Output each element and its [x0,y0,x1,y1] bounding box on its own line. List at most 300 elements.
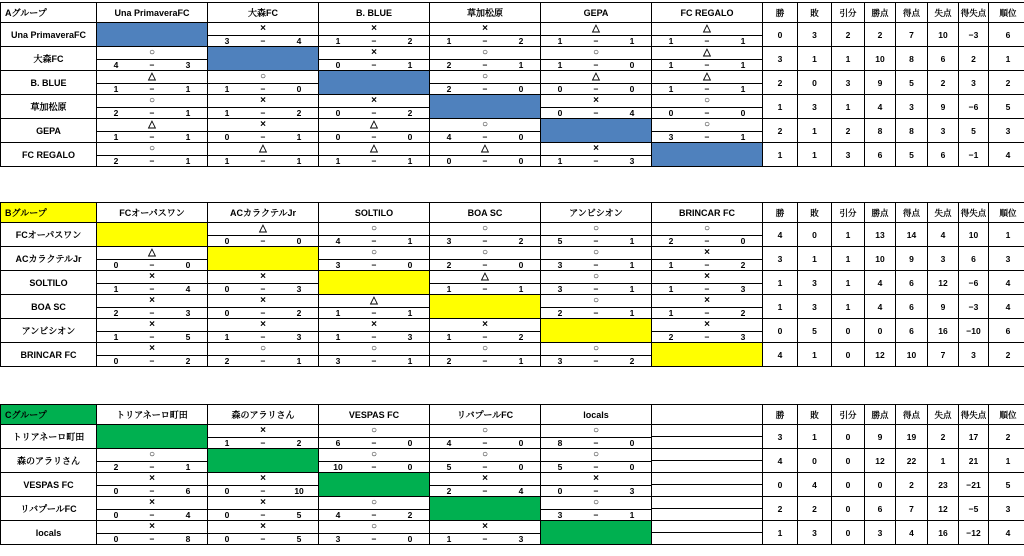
result-mark: △ [370,119,378,130]
score-for: 1 [668,308,674,318]
score-line [208,437,318,448]
standings-row [1,473,1024,497]
match-result-cell [208,295,319,319]
score-line [208,355,318,366]
match-result-cell [208,473,319,497]
score-separator: − [371,510,377,520]
result-mark: △ [703,71,711,82]
score-line [652,283,762,294]
stat-value: 0 [832,319,865,343]
self-match-cell [430,295,541,319]
stat-column-header: 順位 [989,3,1024,23]
score-against: 5 [296,534,302,544]
score-line [652,259,762,270]
match-result-cell [208,223,319,247]
score-against: 1 [518,284,524,294]
team-column-header: FC REGALO [652,3,763,23]
stat-value: 2 [763,71,798,95]
score-against: 1 [185,132,191,142]
stat-value: −12 [959,521,989,545]
stat-value: −5 [959,497,989,521]
score-against: 1 [740,132,746,142]
stat-value: 12 [865,449,896,473]
stat-value: 4 [896,521,928,545]
score-for: 1 [224,84,230,94]
stat-value: 5 [959,119,989,143]
score-line [208,307,318,318]
result-mark: ○ [370,223,378,234]
score-separator: − [593,308,599,318]
standings-row [1,449,1024,473]
result-mark: × [704,247,710,258]
stat-value: 2 [832,23,865,47]
score-against: 2 [518,236,524,246]
result-mark: × [260,119,266,130]
score-for: 0 [224,486,230,496]
stat-value: 2 [798,497,832,521]
score-for [652,533,690,544]
self-match-cell [97,425,208,449]
score-line [652,532,762,544]
match-result-cell [652,271,763,295]
score-line [97,131,207,142]
match-result-cell [541,71,652,95]
group-table [0,2,1024,167]
score-against: 1 [629,284,635,294]
score-separator: − [704,60,710,70]
score-separator: − [260,534,266,544]
score-line [319,155,429,166]
stat-column-header: 勝点 [865,3,896,23]
score-line [652,460,762,472]
stat-value: 16 [928,521,959,545]
score-line [652,436,762,448]
match-result-cell [652,47,763,71]
stat-value: 1 [798,425,832,449]
score-separator: − [260,308,266,318]
score-for: 2 [446,356,452,366]
stat-value: 2 [928,425,959,449]
match-result-cell [97,247,208,271]
score-against: 1 [296,132,302,142]
score-for: 4 [446,132,452,142]
match-result-cell [541,223,652,247]
result-mark: ○ [370,497,378,508]
score-line [97,155,207,166]
result-mark [652,425,762,436]
score-for: 0 [557,84,563,94]
team-column-header: 草加松原 [430,3,541,23]
score-line [319,59,429,70]
group-table [0,404,1024,545]
score-for: 2 [224,356,230,366]
stat-value: 10 [896,343,928,367]
result-mark: × [149,271,155,282]
score-against: 3 [185,308,191,318]
score-separator: − [260,108,266,118]
score-against: 6 [185,486,191,496]
score-separator: − [482,332,488,342]
score-line [430,35,540,46]
score-separator: − [260,84,266,94]
match-result-cell [430,119,541,143]
score-for: 1 [668,284,674,294]
score-line [541,83,651,94]
score-against: 2 [518,36,524,46]
result-mark: ○ [592,449,600,460]
result-mark: ○ [481,223,489,234]
stat-value: 6 [928,143,959,167]
score-against [724,533,762,544]
score-separator: − [371,236,377,246]
stat-value: 4 [798,473,832,497]
score-line [430,259,540,270]
result-mark: △ [148,119,156,130]
score-line [430,131,540,142]
team-column-header: BRINCAR FC [652,203,763,223]
score-line [652,131,762,142]
stat-column-header: 失点 [928,405,959,425]
stat-value: 3 [989,497,1024,521]
score-for: 0 [335,60,341,70]
stat-value: 4 [763,223,798,247]
score-against: 2 [740,260,746,270]
score-against: 2 [518,332,524,342]
row-team-name: GEPA [1,119,97,143]
score-for: 2 [446,84,452,94]
score-line [319,259,429,270]
result-mark: ○ [481,425,489,436]
stat-value: 0 [798,223,832,247]
score-for: 0 [446,156,452,166]
score-line [541,59,651,70]
score-for: 1 [224,438,230,448]
group-name: Cグループ [1,405,97,425]
score-separator [690,461,724,472]
stat-value: 8 [865,119,896,143]
score-against: 0 [629,60,635,70]
score-separator: − [593,236,599,246]
match-result-cell [208,119,319,143]
stat-value: 0 [763,23,798,47]
score-against: 0 [296,84,302,94]
stat-column-header: 勝点 [865,405,896,425]
score-separator: − [593,462,599,472]
match-result-cell [541,95,652,119]
stat-value: 0 [865,473,896,497]
match-result-cell [97,143,208,167]
result-mark: ○ [481,71,489,82]
score-against: 1 [185,84,191,94]
score-separator: − [371,108,377,118]
score-for: 1 [224,108,230,118]
score-separator: − [149,284,155,294]
match-result-cell [541,271,652,295]
stat-value: 6 [865,143,896,167]
match-result-cell [97,119,208,143]
stat-value: 1 [798,343,832,367]
row-team-name: ACカラクテルJr [1,247,97,271]
match-result-cell [430,23,541,47]
score-for: 3 [557,284,563,294]
score-separator: − [260,332,266,342]
stat-value: 3 [928,119,959,143]
score-for: 2 [668,332,674,342]
score-for: 0 [335,108,341,118]
result-mark: ○ [259,343,267,354]
score-for: 5 [557,462,563,472]
stat-value: 1 [832,223,865,247]
score-for: 1 [113,84,119,94]
result-mark: × [482,521,488,532]
score-line [208,485,318,496]
result-mark: × [593,143,599,154]
match-result-cell [541,449,652,473]
stat-value: 16 [928,319,959,343]
score-for: 0 [113,260,119,270]
match-result-cell [97,47,208,71]
score-line [430,283,540,294]
score-line [97,307,207,318]
result-mark: × [260,425,266,436]
self-match-cell [208,247,319,271]
stat-value: 1 [928,449,959,473]
stat-value: 9 [865,71,896,95]
stat-value: 1 [763,95,798,119]
score-separator: − [149,510,155,520]
stat-value: 4 [989,271,1024,295]
stat-value: 7 [896,23,928,47]
score-separator [690,437,724,448]
score-line [652,83,762,94]
self-match-cell [97,223,208,247]
stat-value: 2 [865,23,896,47]
score-for: 1 [113,284,119,294]
stat-value: 6 [865,497,896,521]
score-against: 0 [407,534,413,544]
standings-row [1,343,1024,367]
score-separator: − [260,236,266,246]
stat-value: −3 [959,23,989,47]
stat-value: 0 [763,473,798,497]
team-column-header [652,405,763,425]
stat-value: 1 [832,271,865,295]
stat-value: 1 [763,295,798,319]
self-match-cell [652,143,763,167]
score-separator: − [704,108,710,118]
stat-value: 3 [989,247,1024,271]
score-line [652,59,762,70]
score-against: 0 [629,84,635,94]
match-result-cell [652,449,763,473]
score-for: 2 [446,260,452,270]
score-against: 0 [518,156,524,166]
self-match-cell [430,95,541,119]
score-line [208,107,318,118]
score-for: 0 [557,486,563,496]
score-for: 2 [113,462,119,472]
stat-value: 6 [896,319,928,343]
score-line [319,107,429,118]
match-result-cell [97,71,208,95]
score-separator: − [260,156,266,166]
score-against: 1 [740,36,746,46]
stat-value: 4 [865,271,896,295]
score-separator: − [482,60,488,70]
score-separator: − [149,132,155,142]
result-mark: △ [259,223,267,234]
stat-value: 3 [798,95,832,119]
result-mark: ○ [703,119,711,130]
score-against: 1 [407,60,413,70]
score-against: 3 [185,60,191,70]
team-column-header: Una PrimaveraFC [97,3,208,23]
stat-value: −3 [959,295,989,319]
result-mark: ○ [370,449,378,460]
score-line [541,283,651,294]
result-mark [652,521,762,532]
score-for: 3 [557,356,563,366]
score-for: 1 [668,84,674,94]
score-against: 3 [296,332,302,342]
stat-value: −6 [959,271,989,295]
match-result-cell [541,343,652,367]
score-separator: − [149,84,155,94]
score-separator: − [482,462,488,472]
team-column-header: 大森FC [208,3,319,23]
score-line [319,509,429,520]
score-for: 1 [446,332,452,342]
score-for: 0 [224,308,230,318]
match-result-cell [652,119,763,143]
stat-value: 4 [865,295,896,319]
result-mark: ○ [370,425,378,436]
score-line [652,235,762,246]
stat-value: 5 [798,319,832,343]
match-result-cell [430,71,541,95]
score-line [652,307,762,318]
standings-row [1,521,1024,545]
result-mark: × [149,343,155,354]
score-for: 1 [557,156,563,166]
team-column-header: アンビシオン [541,203,652,223]
score-line [208,331,318,342]
score-line [97,259,207,270]
stat-value: 2 [832,119,865,143]
stat-value: 9 [928,295,959,319]
match-result-cell [319,223,430,247]
stat-value: 2 [896,473,928,497]
stat-column-header: 勝点 [865,203,896,223]
stat-column-header: 敗 [798,405,832,425]
result-mark: × [482,23,488,34]
score-for: 2 [668,236,674,246]
score-against: 0 [296,236,302,246]
score-for: 1 [557,36,563,46]
score-for: 1 [557,60,563,70]
score-separator: − [482,486,488,496]
match-result-cell [430,425,541,449]
score-against: 2 [296,308,302,318]
result-mark: ○ [592,497,600,508]
result-mark: ○ [148,95,156,106]
score-separator: − [371,156,377,166]
score-against: 1 [629,236,635,246]
result-mark: ○ [703,95,711,106]
match-result-cell [208,71,319,95]
score-separator: − [482,356,488,366]
result-mark: △ [592,71,600,82]
stat-value: 3 [763,247,798,271]
result-mark: × [260,319,266,330]
score-separator: − [704,132,710,142]
score-for: 2 [113,108,119,118]
result-mark: △ [370,143,378,154]
match-result-cell [430,343,541,367]
score-separator: − [482,236,488,246]
score-for: 3 [668,132,674,142]
team-column-header: VESPAS FC [319,405,430,425]
match-result-cell [652,425,763,449]
self-match-cell [652,343,763,367]
score-against: 4 [185,284,191,294]
score-line [430,83,540,94]
stat-value: 8 [896,47,928,71]
match-result-cell [541,247,652,271]
score-separator: − [371,332,377,342]
match-result-cell [97,473,208,497]
stat-value: 9 [928,95,959,119]
score-line [319,437,429,448]
match-result-cell [319,23,430,47]
stat-value: 4 [989,143,1024,167]
stat-column-header: 失点 [928,203,959,223]
score-separator: − [260,132,266,142]
stat-value: 10 [865,47,896,71]
match-result-cell [430,47,541,71]
result-mark: × [704,295,710,306]
score-separator: − [593,438,599,448]
score-for: 2 [113,156,119,166]
score-against: 1 [629,36,635,46]
score-for [652,461,690,472]
score-against: 5 [185,332,191,342]
score-separator [690,533,724,544]
score-line [97,331,207,342]
result-mark: × [371,23,377,34]
score-line [208,509,318,520]
match-result-cell [430,449,541,473]
self-match-cell [208,47,319,71]
result-mark: × [149,295,155,306]
score-for: 0 [224,534,230,544]
standings-row [1,119,1024,143]
score-against: 1 [185,156,191,166]
stat-value: 3 [896,95,928,119]
stat-value: 9 [896,247,928,271]
result-mark [652,473,762,484]
stat-value: −10 [959,319,989,343]
stat-value: 3 [865,521,896,545]
match-result-cell [652,223,763,247]
score-for: 3 [224,36,230,46]
score-line [430,533,540,544]
stat-value: 4 [763,449,798,473]
score-separator: − [482,132,488,142]
score-against: 0 [407,462,413,472]
score-separator: − [149,534,155,544]
match-result-cell [319,143,430,167]
